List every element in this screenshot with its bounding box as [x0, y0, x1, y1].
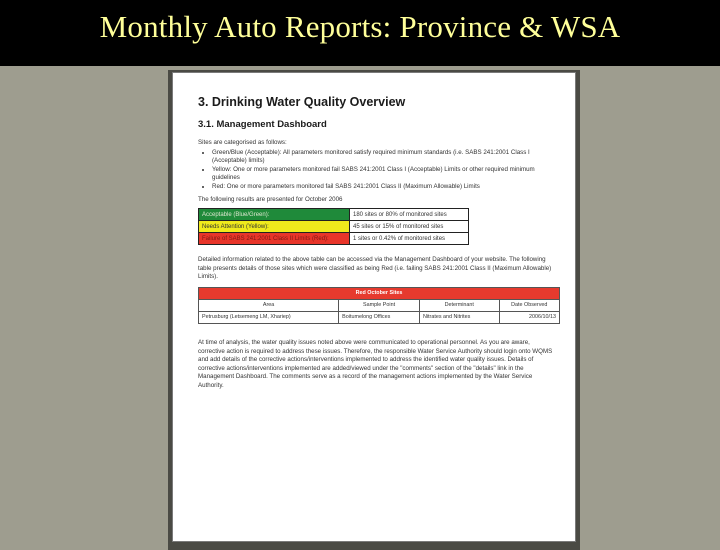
red-sites-table [198, 287, 560, 324]
detail-paragraph: Detailed information related to the above table can be accessed via the Management Dashboard of your website. The following table presents details of those sites which were classified as being Red (i.e. failing SABS 241:2001 Class II (Maximum Allowable) Limits). [198, 256, 552, 281]
summary-row-needs-attention [199, 221, 469, 233]
slide-title-bar [0, 0, 720, 66]
cell-area: Petrusburg (Letsemeng LM, Xhariep) [199, 311, 339, 323]
document-page [172, 72, 576, 542]
column-header-area: Area [199, 299, 339, 311]
categories-intro: Sites are categorised as follows: [198, 139, 287, 146]
category-item: • Yellow: One or more parameters monitored fail SABS 241:2001 Class I (Acceptable) Limits or other required minimum guidelines [212, 166, 558, 183]
results-intro: The following results are presented for October 2006 [198, 195, 343, 203]
cell-determinant: Nitrates and Nitrites [419, 311, 499, 323]
summary-value: 45 sites or 15% of monitored sites [350, 221, 469, 233]
document-subheading: 3.1. Management Dashboard [198, 119, 327, 130]
summary-value: 1 sites or 0.42% of monitored sites [350, 233, 469, 245]
cell-sample-point: Boitumelong Offices [339, 311, 420, 323]
red-table-caption: Red October Sites [199, 287, 560, 299]
document-heading: 3. Drinking Water Quality Overview [198, 95, 406, 109]
summary-label: Needs Attention (Yellow): [199, 221, 350, 233]
category-item: • Green/Blue (Acceptable): All parameters monitored satisfy required minimum standards (i.e. SABS 241:2001 Class I (Acceptable) limits) [212, 149, 558, 166]
final-paragraph: At time of analysis, the water quality issues noted above were communicated to operational personnel. As you are aware, corrective action is required to address these issues. Therefore, the responsible Water Service Authority should login onto WQMS and add details of the corrective actions/interventions implemented to address the identified water quality issues. Details of corrective actions/interventions implemented are added/viewed under the "comments" section of the "details" link in the Management Dashboard. The comments serve as a record of the management actions implemented by the Water Service Authority. [198, 338, 553, 389]
column-header-sample-point: Sample Point [339, 299, 420, 311]
summary-label: Acceptable (Blue/Green): [199, 209, 350, 221]
table-row [199, 311, 560, 323]
summary-table [198, 208, 469, 245]
category-item: • Red: One or more parameters monitored fail SABS 241:2001 Class II (Maximum Allowable) Limits [212, 183, 558, 192]
column-header-date-observed: Date Observed [499, 299, 559, 311]
slide-title: Monthly Auto Reports: Province & WSA [99, 9, 621, 44]
cell-date-observed: 2006/10/13 [499, 311, 559, 323]
summary-label: Failure of SABS 241:2001 Class II Limits (Red): [199, 233, 350, 245]
categories-list [198, 149, 558, 192]
summary-value: 180 sites or 80% of monitored sites [350, 209, 469, 221]
summary-row-acceptable [199, 209, 469, 221]
summary-row-failure [199, 233, 469, 245]
column-header-determinant: Determinant [419, 299, 499, 311]
